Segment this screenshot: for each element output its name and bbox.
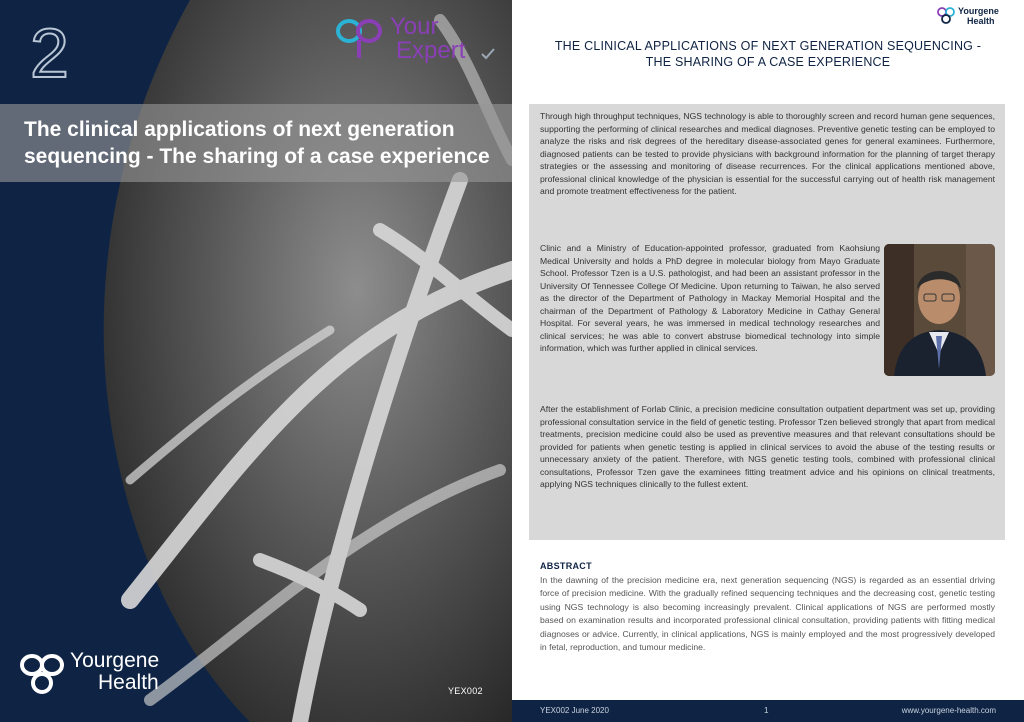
forlab-paragraph: After the establishment of Forlab Clinic, a precision medicine consultation outpatient department was set up, providing professional consultation service in the field of genetic testing. Professor Tzen believed strongly that apart from medical treatments, precision medicine could also be used as preventive measures and that relevant consultations should be provided for patients when genetic testing is applied in clinical services to avoid the abuse of the testing results or unnecessary anxiety of the patient. Therefore, with NGS genetic testing tools, combined with professional clinical consultations, Professor Tzen gave the examinees fitting treatment advice and his opinions on clinical treatments, applying NGS techniques clinically to the fullest extent.	[540, 404, 995, 489]
header-logo	[937, 6, 1017, 28]
your-expert-line1: Your	[390, 13, 439, 40]
your-expert-line2: Expert	[396, 37, 466, 64]
footer-document-code: YEX002 June 2020	[540, 706, 609, 715]
bio-paragraph: Clinic and a Ministry of Education-appointed professor, graduated from Kaohsiung Medical University and holds a PhD degree in molecular biology from Mayo Graduate School. Professor Tzen is a U.S. pathologist, and had been an assistant professor in the University Of Tennessee College Of Medicine. Upon returning to Taiwan, he also served as the director of the Department of Pathology in Mackay Memorial Hospital and the chairman of the Department of Pathology & Laboratory Medicine in Cathay General Hospital. For several years, he was immersed in medical technology researches and clinical services; he was able to convert abstruse biomedical technology into simple information, which was further applied in clinical services.	[540, 243, 880, 353]
cover-issue-number: 2	[30, 14, 69, 92]
yourgene-health-line1: Yourgene	[70, 649, 160, 672]
cover-title: The clinical applications of next generation sequencing - The sharing of a case experience	[24, 118, 490, 168]
yourgene-mark-icon	[336, 18, 382, 62]
footer-page-number: 1	[764, 706, 769, 715]
article-page	[512, 0, 1024, 722]
yourgene-mark-icon	[937, 7, 955, 24]
article-title-line1: THE CLINICAL APPLICATIONS OF NEXT GENERATION SEQUENCING -	[554, 39, 982, 53]
intro-paragraph: Through high throughput techniques, NGS technology is able to thoroughly screen and record human gene sequences, supporting the performing of clinical researches and medical diagnoses. Preventive genetic testing can be employed to analyze the risks and risk degrees of the hereditary disease-associated genes for general examinees. Furthermore, diagnosed patients can be tested to provide physicians with background information for the planning of target therapy strategies or the assessing and monitoring of disease recurrences. For the clinical applications mentioned above, professional clinical knowledge of the physician is essential for the successful carrying out of health risk management and promote treatment effectiveness for the patient.	[540, 111, 995, 196]
article-title	[532, 38, 1004, 70]
page-footer	[512, 700, 1024, 722]
header-logo-line1: Yourgene	[958, 6, 999, 16]
your-expert-logo	[336, 14, 496, 70]
checkmark-icon	[481, 48, 495, 60]
professor-portrait-photo	[884, 244, 995, 376]
cover-document-code: YEX002	[448, 686, 483, 696]
abstract-text: In the dawning of the precision medicine era, next generation sequencing (NGS) is regarded as an essential driving force of precision medicine. With the gradually refined sequencing techniques and the decreasing cost, genetic testing using NGS technology is also becoming increasingly prevalent. Clinical applications of NGS are performed mostly based on examination results and incorporated professional clinical consultation, providing patients with fitting medical diagnoses or advice. Currently, in clinical applications, NGS is mainly employed and the most progressively developed in fetal, reproduction, and tumour medicine.	[540, 575, 995, 653]
abstract-heading: ABSTRACT	[540, 561, 592, 571]
yourgene-mark-icon	[20, 653, 64, 695]
yourgene-health-logo	[20, 650, 180, 700]
yourgene-health-line2: Health	[98, 671, 159, 694]
header-logo-line2: Health	[967, 16, 995, 26]
footer-website-link[interactable]: www.yourgene-health.com	[901, 706, 996, 715]
article-title-line2: THE SHARING OF A CASE EXPERIENCE	[645, 55, 891, 69]
